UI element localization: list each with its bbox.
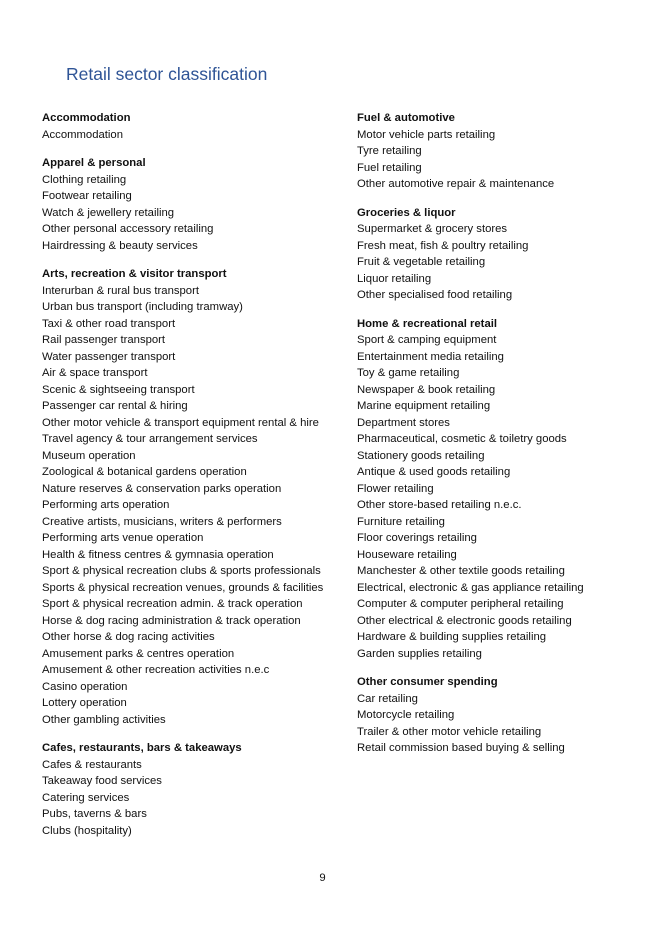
category-item: Accommodation xyxy=(42,128,123,141)
right-column xyxy=(357,110,637,769)
category-item: Amusement parks & centres operation xyxy=(42,647,235,660)
category-item: Urban bus transport (including tramway) xyxy=(42,301,243,313)
category-item: Other automotive repair & maintenance xyxy=(357,178,555,190)
category-item: Other store-based retailing n.e.c. xyxy=(357,499,522,511)
category-item: Cafes & restaurants xyxy=(42,758,142,771)
category-item: Newspaper & book retailing xyxy=(357,383,496,396)
category-item: Watch & jewellery retailing xyxy=(42,206,175,219)
category-item: Catering services xyxy=(42,791,130,804)
category-item: Nature reserves & conservation parks operation xyxy=(42,482,282,495)
category-item: Other electrical & electronic goods retailing xyxy=(357,614,572,627)
category-group-home-and-recreational-retail xyxy=(357,316,637,663)
category-heading: Groceries & liquor xyxy=(357,206,456,219)
category-item: Houseware retailing xyxy=(357,548,457,561)
category-group-groceries-and-liquor xyxy=(357,205,637,304)
category-heading: Fuel & automotive xyxy=(357,112,455,124)
category-item: Performing arts venue operation xyxy=(42,532,204,544)
category-item: Other personal accessory retailing xyxy=(42,223,214,235)
category-item: Toy & game retailing xyxy=(357,367,460,379)
category-group-cafes-restaurants-bars-and-takeaways xyxy=(42,740,342,839)
category-item: Amusement & other recreation activities n.e.c xyxy=(42,664,270,676)
category-item: Pharmaceutical, cosmetic & toiletry goods xyxy=(357,433,567,445)
category-item: Hairdressing & beauty services xyxy=(42,239,198,252)
category-item: Sports & physical recreation venues, grounds & facilities xyxy=(42,581,324,594)
category-item: Air & space transport xyxy=(42,367,148,379)
category-item: Antique & used goods retailing xyxy=(357,466,511,478)
category-item: Motor vehicle parts retailing xyxy=(357,128,496,141)
category-item: Stationery goods retailing xyxy=(357,449,485,462)
category-item: Other gambling activities xyxy=(42,713,166,726)
category-item: Computer & computer peripheral retailing xyxy=(357,598,564,610)
category-item: Electrical, electronic & gas appliance retailing xyxy=(357,581,584,594)
category-item: Sport & camping equipment xyxy=(357,334,497,346)
category-heading: Arts, recreation & visitor transport xyxy=(42,268,227,280)
page-number: 9 xyxy=(319,872,326,884)
category-heading: Apparel & personal xyxy=(42,157,146,169)
category-item: Zoological & botanical gardens operation xyxy=(42,466,247,478)
category-item: Flower retailing xyxy=(357,482,434,495)
category-item: Fresh meat, fish & poultry retailing xyxy=(357,239,529,252)
category-item: Retail commission based buying & selling xyxy=(357,742,565,754)
category-item: Manchester & other textile goods retailing xyxy=(357,565,565,577)
category-item: Scenic & sightseeing transport xyxy=(42,383,195,396)
category-item: Water passenger transport xyxy=(42,350,176,363)
category-item: Furniture retailing xyxy=(357,515,445,528)
category-item: Passenger car rental & hiring xyxy=(42,400,188,412)
category-item: Taxi & other road transport xyxy=(42,317,176,330)
left-column xyxy=(42,110,342,851)
category-item: Other motor vehicle & transport equipment rental & hire xyxy=(42,416,319,429)
category-item: Horse & dog racing administration & track operation xyxy=(42,614,301,627)
category-item: Tyre retailing xyxy=(357,145,422,157)
category-item: Lottery operation xyxy=(42,697,127,709)
category-item: Casino operation xyxy=(42,680,128,693)
category-item: Hardware & building supplies retailing xyxy=(357,631,547,643)
category-item: Performing arts operation xyxy=(42,499,170,511)
category-group-fuel-and-automotive xyxy=(357,110,637,193)
category-item: Motorcycle retailing xyxy=(357,709,455,721)
category-item: Interurban & rural bus transport xyxy=(42,284,199,297)
category-item: Pubs, taverns & bars xyxy=(42,808,147,820)
category-heading: Other consumer spending xyxy=(357,676,498,688)
category-item: Car retailing xyxy=(357,692,418,705)
category-item: Fuel retailing xyxy=(357,161,422,174)
category-group-accommodation xyxy=(42,110,342,143)
category-item: Rail passenger transport xyxy=(42,334,166,346)
category-item: Department stores xyxy=(357,416,450,429)
category-heading: Accommodation xyxy=(42,112,131,124)
category-group-apparel-and-personal xyxy=(42,155,342,254)
category-group-arts-recreation-and-visitor-transport xyxy=(42,266,342,728)
category-item: Trailer & other motor vehicle retailing xyxy=(357,725,542,738)
category-heading: Cafes, restaurants, bars & takeaways xyxy=(42,742,242,754)
page-title: Retail sector classification xyxy=(66,64,268,84)
category-item: Creative artists, musicians, writers & performers xyxy=(42,515,282,528)
category-item: Takeaway food services xyxy=(42,775,162,787)
category-item: Clothing retailing xyxy=(42,173,127,186)
category-item: Museum operation xyxy=(42,449,136,462)
category-item: Sport & physical recreation admin. & track operation xyxy=(42,598,303,610)
category-item: Garden supplies retailing xyxy=(357,647,482,660)
category-item: Supermarket & grocery stores xyxy=(357,223,508,235)
category-item: Travel agency & tour arrangement services xyxy=(42,433,258,445)
category-item: Liquor retailing xyxy=(357,272,432,285)
category-heading: Home & recreational retail xyxy=(357,317,498,330)
category-item: Entertainment media retailing xyxy=(357,350,504,363)
category-item: Floor coverings retailing xyxy=(357,532,477,544)
category-group-other-consumer-spending xyxy=(357,674,637,757)
category-item: Other horse & dog racing activities xyxy=(42,631,215,643)
category-item: Marine equipment retailing xyxy=(357,400,491,412)
category-item: Clubs (hospitality) xyxy=(42,824,132,837)
category-item: Fruit & vegetable retailing xyxy=(357,256,486,268)
category-item: Footwear retailing xyxy=(42,190,132,202)
category-item: Other specialised food retailing xyxy=(357,289,513,301)
category-item: Health & fitness centres & gymnasia operation xyxy=(42,548,274,561)
category-item: Sport & physical recreation clubs & sports professionals xyxy=(42,565,321,577)
